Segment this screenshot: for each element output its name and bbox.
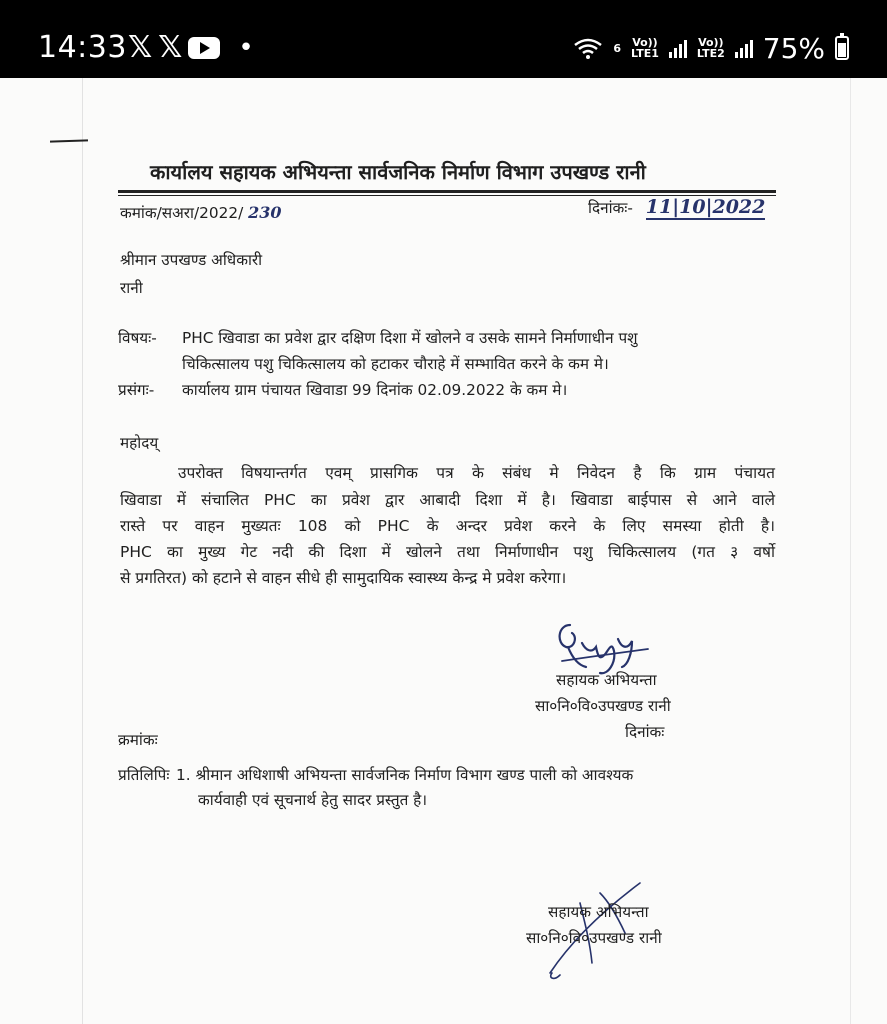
subject-label: विषयः- [118, 329, 157, 347]
notification-icons [128, 30, 254, 66]
more-notifications-dot: • [238, 33, 254, 63]
signatory-title-1: सहायक अभियन्ता [556, 671, 657, 689]
body-line: खिवाडा में संचालित PHC का प्रवेश द्वार आबादी दिशा में है। खिवाडा बाईपास से आने वाले [120, 491, 775, 509]
status-time: 14:33 [38, 30, 127, 65]
scan-edge [850, 78, 851, 1024]
signatory-date-label: दिनांकः [625, 723, 665, 741]
body-line: उपरोक्त विषयान्तर्गत एवम् प्रासगिक पत्र के संबंध मे निवेदन है कि ग्राम पंचायत [178, 464, 775, 482]
youtube-icon [188, 37, 220, 59]
addressee-line-2: रानी [120, 279, 143, 297]
x-icon: 𝕏 [128, 30, 153, 65]
reference-prefix: कमांक/सअरा/2022/ [120, 204, 244, 222]
heading-rule [118, 190, 776, 193]
system-indicators [573, 28, 849, 68]
reference-label: प्रसंगः- [118, 381, 155, 399]
body-line: रास्ते पर वाहन मुख्यतः 108 को PHC के अन्दर प्रवेश करने के लिए समस्या होती है। [120, 517, 775, 535]
kramank-label: क्रमांकः [118, 731, 158, 749]
body-line: से प्रगतिरत) को हटाने से वाहन सीधे ही सामुदायिक स्वास्थ्य केन्द्र मे प्रवेश करेगा। [120, 569, 567, 587]
addressee-line-1: श्रीमान उपखण्ड अधिकारी [120, 251, 263, 269]
sim2-label: Vo)) LTE2 [696, 36, 725, 60]
reference-number [120, 203, 282, 223]
body-line: PHC का मुख्य गेट नदी की दिशा में खोलने तथा निर्माणाधीन पशु चिकित्सालय (गत ३ वर्षो [120, 543, 775, 561]
x-icon: 𝕏 [158, 30, 183, 65]
wifi-6-label: 6 [613, 41, 622, 55]
copy-line-2: कार्यवाही एवं सूचनार्थ हेतु सादर प्रस्तुत है। [198, 791, 428, 809]
signatory-office-1: सा०नि०वि०उपखण्ड रानी [535, 697, 671, 715]
sim1-label: Vo)) LTE1 [631, 36, 659, 60]
battery-icon [835, 36, 849, 60]
status-bar [0, 0, 887, 78]
copy-line-1: 1. श्रीमान अधिशाषी अभियन्ता सार्वजनिक निर्माण विभाग खण्ड पाली को आवश्यक [176, 766, 634, 784]
date-handwritten: 11|10|2022 [645, 196, 766, 218]
scan-edge [82, 78, 83, 1024]
wifi-icon [573, 36, 603, 60]
date-label: दिनांकः- [588, 199, 633, 217]
reference-text: कार्यालय ग्राम पंचायत खिवाडा 99 दिनांक 02.09.2022 के कम मे। [182, 381, 568, 399]
document-image [0, 78, 887, 1024]
office-heading: कार्यालय सहायक अभियन्ता सार्वजनिक निर्माण विभाग उपखण्ड रानी [150, 160, 646, 184]
signatory-title-2: सहायक अभियन्ता [548, 903, 649, 921]
subject-line-1: PHC खिवाडा का प्रवेश द्वार दक्षिण दिशा में खोलने व उसके सामने निर्माणाधीन पशु [182, 329, 638, 347]
subject-line-2: चिकित्सालय पशु चिकित्सालय को हटाकर चौराहे में सम्भावित करने के कम मे। [182, 355, 609, 373]
salutation: महोदय् [120, 434, 159, 452]
reference-handwritten-number: 230 [248, 203, 282, 222]
signatory-office-2: सा०नि०वि०उपखण्ड रानी [526, 929, 662, 947]
signal-sim1-icon [669, 38, 687, 58]
copy-label: प्रतिलिपिः [118, 766, 170, 784]
battery-percent: 75% [762, 31, 825, 65]
signal-sim2-icon [735, 38, 753, 58]
letter-date [588, 196, 765, 218]
